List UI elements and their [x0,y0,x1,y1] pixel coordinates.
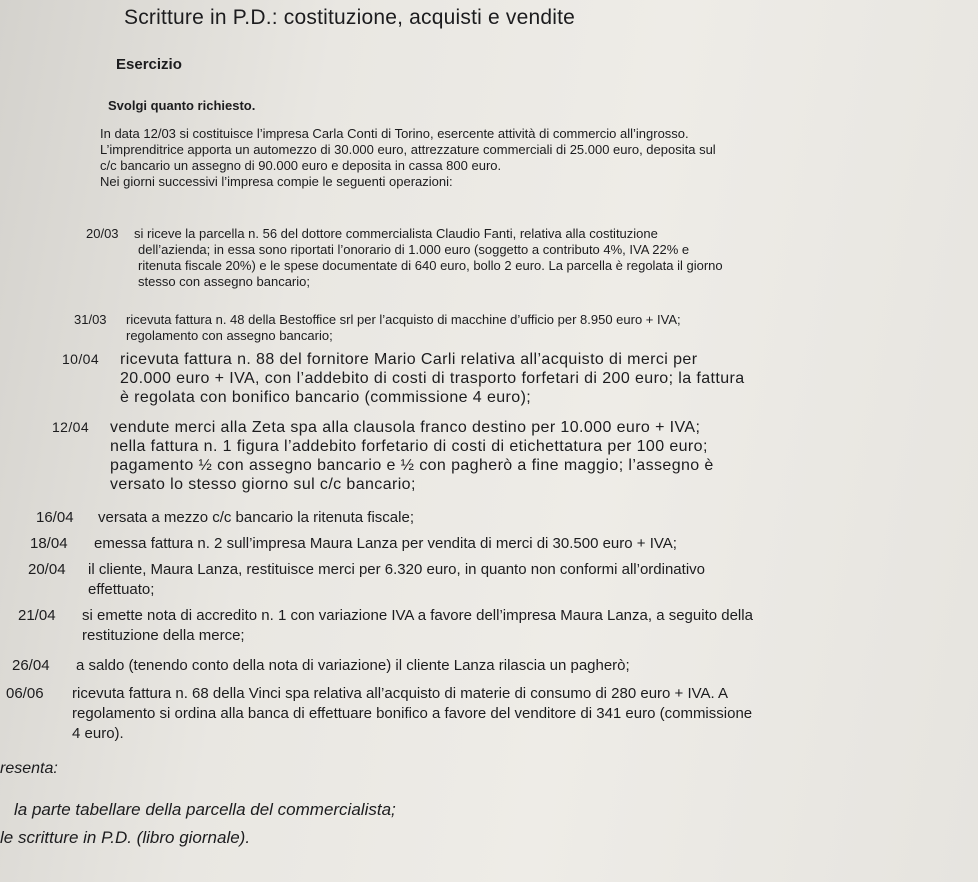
exercise-heading: Esercizio [116,56,182,73]
intro-line: Nei giorni successivi l’impresa compie le seguenti operazioni: [100,174,453,189]
operation-item [28,560,918,600]
operation-date: 31/03 [74,312,107,327]
operation-item [62,350,892,407]
operation-date: 20/04 [28,561,66,578]
operation-date: 12/04 [52,419,90,435]
operation-date: 18/04 [30,535,68,552]
operation-date: 06/06 [6,685,44,702]
operation-line: si riceve la parcella n. 56 del dottore commercialista Claudio Fanti, relativa alla costituzione [134,226,658,241]
operation-line: regolamento con assegno bancario; [126,328,333,343]
operation-item [18,606,918,646]
document-title: Scritture in P.D.: costituzione, acquisti e vendite [124,6,576,29]
operation-line: vendute merci alla Zeta spa alla clausola franco destino per 10.000 euro + IVA; [110,419,701,436]
operation-line: ritenuta fiscale 20%) e le spese documentate di 640 euro, bollo 2 euro. La parcella è regolata il giorno [138,258,723,273]
operation-item [74,312,874,344]
operation-line: è regolata con bonifico bancario (commissione 4 euro); [120,389,532,406]
operation-line: stesso con assegno bancario; [138,274,310,289]
operation-line: dell’azienda; in essa sono riportati l’onorario di 1.000 euro (soggetto a contributo 4%, IVA 22% e [138,242,690,257]
operation-line: versata a mezzo c/c bancario la ritenuta fiscale; [98,509,414,526]
instruction-subheading: Svolgi quanto richiesto. [108,98,256,113]
operation-line: si emette nota di accredito n. 1 con variazione IVA a favore dell’impresa Maura Lanza, a seguito della [82,607,753,624]
intro-line: In data 12/03 si costituisce l’impresa Carla Conti di Torino, esercente attività di commercio all’ingrosso. [100,126,689,141]
present-item: la parte tabellare della parcella del commercialista; [14,800,396,819]
intro-paragraph [100,126,880,190]
operation-line: restituzione della merce; [82,627,245,644]
operation-line: pagamento ½ con assegno bancario e ½ con pagherò a fine maggio; l’assegno è [110,457,714,474]
intro-line: L’imprenditrice apporta un automezzo di 30.000 euro, attrezzature commerciali di 25.000 euro, deposita sul [100,142,716,157]
operation-item [6,684,916,744]
present-label: resenta: [0,760,58,777]
operation-line: effettuato; [88,581,155,598]
operation-item [36,508,916,528]
intro-line: c/c bancario un assegno di 90.000 euro e deposita in cassa 800 euro. [100,158,502,173]
operation-line: 20.000 euro + IVA, con l’addebito di costi di trasporto forfetari di 200 euro; la fattura [120,370,745,387]
operation-date: 21/04 [18,607,56,624]
operation-item [86,226,876,290]
operation-line: ricevuta fattura n. 48 della Bestoffice srl per l’acquisto di macchine d’ufficio per 8.950 euro + IVA; [126,312,681,327]
operation-line: a saldo (tenendo conto della nota di variazione) il cliente Lanza rilascia un pagherò; [76,657,630,674]
operation-date: 16/04 [36,509,74,526]
operation-line: ricevuta fattura n. 88 del fornitore Mario Carli relativa all’acquisto di merci per [120,351,698,368]
operation-line: 4 euro). [72,725,124,742]
operation-item [52,418,912,494]
operation-item [30,534,920,554]
operation-line: versato lo stesso giorno sul c/c bancario; [110,476,416,493]
operation-line: regolamento si ordina alla banca di effettuare bonifico a favore del venditore di 341 euro (commissione [72,705,753,722]
operation-line: nella fattura n. 1 figura l’addebito forfetario di costi di etichettatura per 100 euro; [110,438,708,455]
present-item: le scritture in P.D. (libro giornale). [0,828,251,847]
operation-date: 20/03 [86,226,119,241]
operation-item [12,656,912,676]
operation-line: emessa fattura n. 2 sull’impresa Maura Lanza per vendita di merci di 30.500 euro + IVA; [94,535,677,552]
operation-line: il cliente, Maura Lanza, restituisce merci per 6.320 euro, in quanto non conformi all’ordinativo [88,561,705,578]
operation-date: 26/04 [12,657,50,674]
operation-date: 10/04 [62,351,100,367]
operation-line: ricevuta fattura n. 68 della Vinci spa relativa all’acquisto di materie di consumo di 280 euro + IVA. A [72,685,729,702]
